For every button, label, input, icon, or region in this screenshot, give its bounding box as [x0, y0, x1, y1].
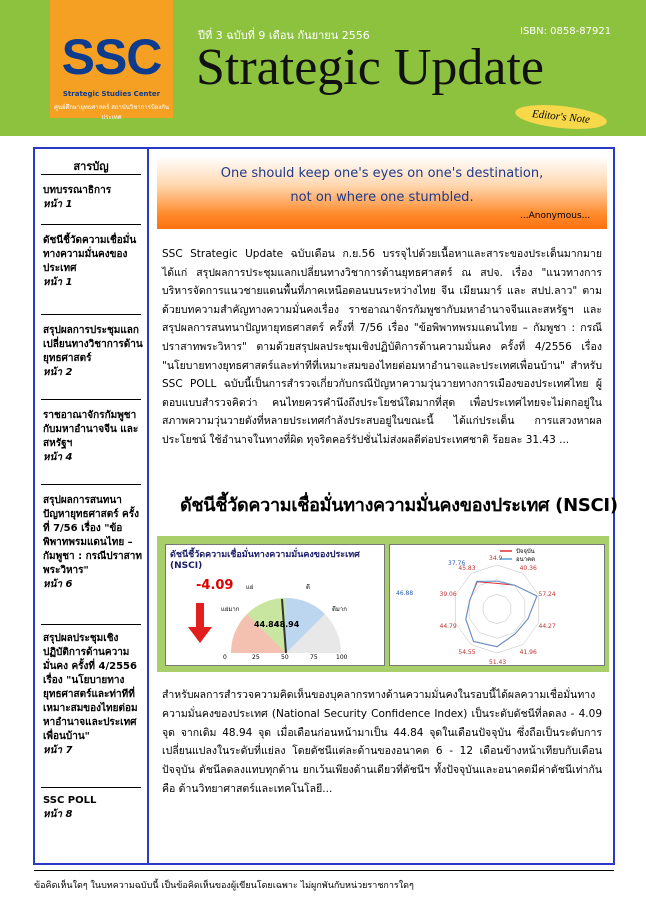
toc-item[interactable] [43, 324, 143, 380]
toc-page: หน้า 1 [43, 199, 73, 210]
toc-page: หน้า 8 [43, 809, 73, 820]
toc-item[interactable] [43, 234, 143, 290]
radar-value-label: 34.9 [489, 555, 503, 562]
gauge-svg [166, 545, 384, 665]
radar-value-label: 44.79 [439, 623, 457, 631]
gauge-tick: 50 [281, 654, 289, 661]
editorial-paragraph: SSC Strategic Update ฉบับเดือน ก.ย.56 บรรจุไปด้วยเนื้อหาและสาระของประเด็นมากมาย ได้แก่ สรุปผลการประชุมแลกเปลี่ยนทางวิชาการด้านยุทธศาสตร์ ณ สปจ. เรื่อง "แนวทางการบริหารจัดการแนวชายแดนพื้นที่ภาคเหนือตอนบนระหว่างไทย จีน เมียนมาร์ และ สปป.ลาว" ตามด้วยบทความสำคัญทางความมั่นคงเรื่อง ราชอาณาจักรกัมพูชากับมหาอำนาจจีนและสหรัฐฯ และสรุปผลการสนทนาปัญหายุทธศาสตร์ ครั้งที่ 7/56 เรื่อง "ข้อพิพาทพรมแดนไทย – กัมพูชา : กรณีปราสาทพระวิหาร" ตามด้วยสรุปผลประชุมเชิงปฏิบัติการด้านความมั่นคง ครั้งที่ 4/2556 เรื่อง "นโยบายทางยุทธศาสตร์และท่าทีที่เหมาะสมของไทยต่อมหาอำนาจและประเทศเพื่อนบ้าน" สำหรับ SSC POLL ฉบับนี้เป็นการสำรวจเกี่ยวกับกรณีปัญหาความวุ่นวายทางการเมืองของประเทศไทย ผู้ตอบแบบสำรวจคิดว่า คนไทยควรคำนึงถึงประโยชน์ใดมากที่สุด เพื่อประเทศไทยจะไม่ตกอยู่ในสภาพความวุ่นวายดังที่หลายประเทศกำลังประสบอยู่ในขณะนี้ ได้แก่ประเด็น การแสวงหาผลประโยชน์ ใช้อำนาจในทางที่ผิด ทุจริตคอร์รัปชั่นไม่ส่งผลดีต่อประเทศชาติ ร้อยละ 31.43 ... [162, 248, 602, 446]
nsci-paragraph: สำหรับผลการสำรวจความคิดเห็นของบุคลากรทางด้านความมั่นคงในรอบนี้ได้ผลความเชื่อมั่นทางความมั่นคงของประเทศ (National Security Confidence Index) เป็นระดับดัชนีที่ลดลง - 4.09 จุด จากเดิม 48.94 จุด เมื่อเดือนก่อนหน้ามาเป็น 44.84 จุดในเดือนปัจจุบัน ซึ่งถือเป็นระดับการเปลี่ยนแปลงในระดับที่แย่ลง โดยดัชนีแต่ละด้านของอนาคต 6 - 12 เดือนข้างหน้าเทียบกับเดือนปัจจุบัน ดัชนีลดลงแทบทุกด้าน ยกเว้นเพียงด้านเดียวที่ดัชนีฯ ทั้งปัจจุบันและอนาคตมีค่าดัชนีเท่ากัน คือ ด้านวิทยาศาสตร์และเทคโนโลยี... [162, 689, 602, 795]
quote-line-2: not on where one stumbled. [290, 190, 474, 205]
toc-item[interactable] [43, 632, 143, 758]
radar-value-label: 41.96 [519, 649, 537, 657]
toc-item-label: สรุปผลการประชุมแลกเปลี่ยนทางวิชาการด้านยุทธศาสตร์ [43, 325, 143, 364]
radar-chart [389, 544, 605, 666]
toc-divider [41, 787, 141, 788]
toc-divider [41, 174, 141, 175]
logo-text: SSC [61, 29, 162, 85]
toc-heading: สารบัญ [73, 160, 109, 173]
gauge-zone-label: แย่มาก [221, 606, 240, 613]
gauge-tick: 25 [252, 654, 260, 661]
toc-item-label: บทบรรณาธิการ [43, 185, 112, 196]
gauge-down-arrow-shaft [196, 603, 204, 627]
radar-value-label: 57.24 [538, 590, 556, 598]
quote-line-1: One should keep one's eyes on one's destination, [220, 166, 544, 181]
toc-divider [41, 399, 141, 400]
footer-disclaimer: ข้อคิดเห็นใดๆ ในบทความฉบับนี้ เป็นข้อคิดเห็นของผู้เขียนโดยเฉพาะ ไม่ผูกพันกับหน่วยราชการใดๆ [34, 881, 414, 891]
toc-divider [41, 624, 141, 625]
toc-divider [41, 484, 141, 485]
nsci-chart-panel [157, 536, 609, 672]
toc-page: หน้า 1 [43, 277, 73, 288]
gauge-tick: 0 [223, 654, 227, 661]
radar-value-label: 46.88 [396, 590, 414, 597]
radar-svg [390, 545, 604, 665]
gauge-down-arrow-head [188, 627, 212, 643]
toc-item[interactable] [43, 409, 143, 465]
nsci-heading: ดัชนีชี้วัดความเชื่อมั่นทางความมั่นคงของประเทศ (NSCI) [180, 495, 618, 516]
logo-subtitle-thai: ศูนย์ศึกษายุทธศาสตร์ สถาบันวิชาการป้องกันประเทศ [54, 104, 169, 121]
toc-divider [41, 314, 141, 315]
toc-page: หน้า 4 [43, 452, 73, 463]
gauge-current-label: 44.84 [254, 620, 280, 629]
toc-item[interactable] [43, 494, 143, 592]
toc-item-label: SSC POLL [43, 795, 97, 806]
quote-author: ...Anonymous... [520, 211, 591, 221]
toc-item-label: ดัชนีชี้วัดความเชื่อมั่นทางความมั่นคงของประเทศ [43, 235, 137, 274]
isbn: ISBN: 0858-87921 [520, 26, 612, 37]
radar-grid-ring [483, 594, 511, 623]
gauge-change-label: -4.09 [196, 578, 234, 593]
gauge-zone-label: ดี [306, 584, 310, 591]
radar-legend-label: ปัจจุบัน [516, 548, 535, 555]
gauge-tick: 100 [336, 654, 348, 661]
ssc-logo [50, 0, 173, 121]
masthead [0, 0, 646, 136]
toc-item-label: สรุปผลประชุมเชิงปฏิบัติการด้านความมั่นคง ครั้งที่ 4/2556 เรื่อง "นโยบายทางยุทธศาสตร์และท่าทีที่เหมาะสมของไทยต่อมหาอำนาจและประเทศเพื่อนบ้าน" [43, 633, 138, 742]
radar-legend-label: อนาคต [516, 556, 535, 563]
gauge-zone-label: ดีมาก [332, 606, 347, 613]
gauge-zone-label: แย่ [246, 584, 254, 591]
gauge-tick: 75 [310, 654, 318, 661]
toc-item[interactable] [43, 794, 143, 822]
radar-value-label: 37.76 [448, 560, 466, 567]
radar-value-label: 51.43 [489, 659, 507, 665]
gauge-previous-label: 48.94 [274, 620, 300, 629]
radar-value-label: 44.27 [538, 623, 556, 631]
toc-divider [41, 224, 141, 225]
toc-item[interactable] [43, 184, 143, 212]
publication-title: Strategic Update [196, 39, 544, 96]
radar-value-label: 39.06 [439, 590, 457, 598]
toc-item-label: ราชอาณาจักรกัมพูชา กับมหาอำนาจจีน และสหรัฐฯ [43, 410, 139, 449]
issue-info: ปีที่ 3 ฉบับที่ 9 เดือน กันยายน 2556 [198, 29, 370, 42]
toc-page: หน้า 2 [43, 367, 73, 378]
radar-value-label: 45.83 [458, 564, 476, 572]
radar-value-label: 40.36 [519, 564, 537, 572]
footer-divider [34, 870, 614, 871]
toc-page: หน้า 7 [43, 745, 73, 756]
logo-subtitle: Strategic Studies Center [62, 90, 161, 98]
radar-grid-ring [469, 580, 525, 639]
radar-value-label: 54.55 [458, 649, 476, 657]
editors-note-badge: Editor's Note [514, 101, 608, 132]
toc-page: หน้า 6 [43, 579, 73, 590]
table-of-contents [35, 149, 149, 863]
gauge-title: ดัชนีชี้วัดความเชื่อมั่นทางความมั่นคงของประเทศ (NSCI) [170, 550, 360, 571]
gauge-chart [165, 544, 385, 666]
toc-item-label: สรุปผลการสนทนาปัญหายุทธศาสตร์ ครั้งที่ 7/56 เรื่อง "ข้อพิพาทพรมแดนไทย – กัมพูชา : กรณีปราสาทพระวิหาร" [43, 495, 142, 576]
